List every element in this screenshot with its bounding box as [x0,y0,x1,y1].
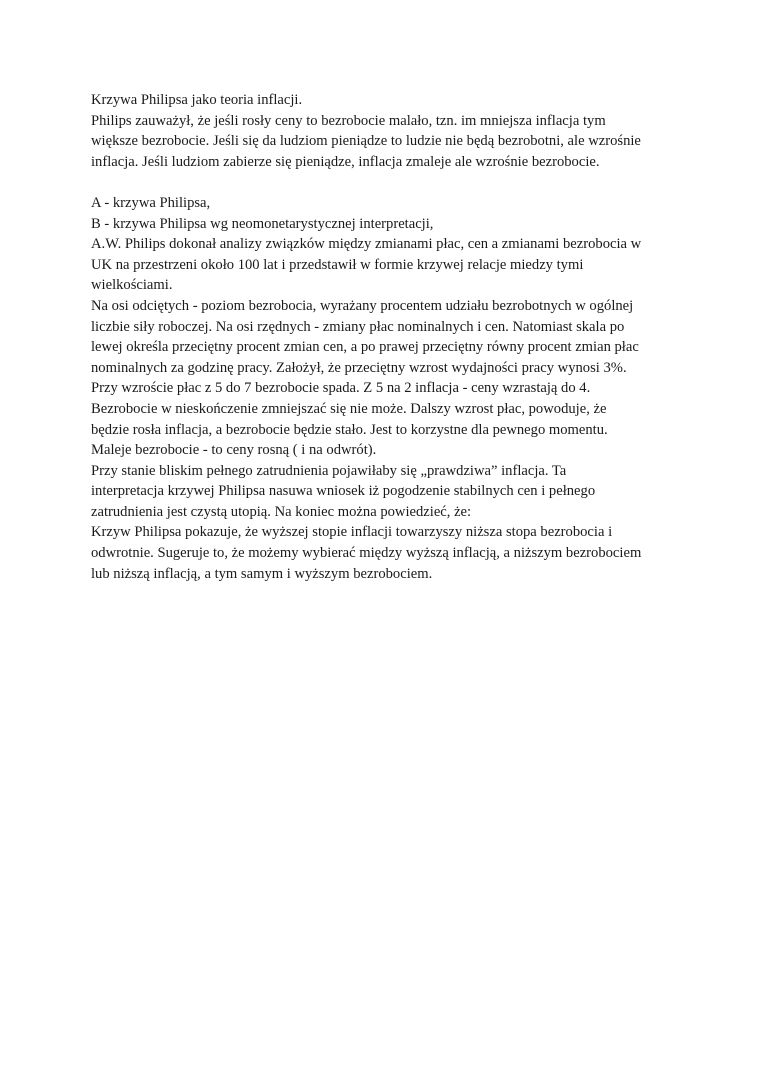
paragraph-line: Krzyw Philipsa pokazuje, że wyższej stopie inflacji towarzyszy niższa stopa bezrobocia i [91,524,613,541]
paragraph-line: odwrotnie. Sugeruje to, że możemy wybierać między wyższą inflacją, a niższym bezrobociem [91,545,642,562]
paragraph-line: lewej określa przeciętny procent zmian cen, a po prawej przeciętny równy procent zmian płac [91,339,639,356]
paragraph-line: będzie rosła inflacja, a bezrobocie będzie stało. Jest to korzystne dla pewnego momentu. [91,421,608,438]
paragraph-line: Na osi odciętych - poziom bezrobocia, wyrażany procentem udziału bezrobotnych w ogólnej [91,297,634,314]
paragraph-line: lub niższą inflacją, a tym samym i wyższym bezrobociem. [91,565,433,582]
document-body [91,90,681,584]
paragraph-line: Maleje bezrobocie - to ceny rosną ( i na odwrót). [91,442,377,459]
paragraph-line: A.W. Philips dokonał analizy związków między zmianami płac, cen a zmianami bezrobocia w [91,236,642,253]
paragraph-line: zatrudnienia jest czystą utopią. Na koniec można powiedzieć, że: [91,503,472,520]
paragraph-line: Przy stanie bliskim pełnego zatrudnienia pojawiłaby się „prawdziwa” inflacja. Ta [91,462,567,479]
paragraph-line: liczbie siły roboczej. Na osi rzędnych - zmiany płac nominalnych i cen. Natomiast skala po [91,318,625,335]
paragraph-line: B - krzywa Philipsa wg neomonetarystycznej interpretacji, [91,215,434,232]
paragraph-line: większe bezrobocie. Jeśli się da ludziom pieniądze to ludzie nie będą bezrobotni, ale wzrośnie [91,133,641,150]
paragraph-line: Przy wzroście płac z 5 do 7 bezrobocie spada. Z 5 na 2 inflacja - ceny wzrastają do 4. [91,380,591,397]
paragraph-line: A - krzywa Philipsa, [91,194,211,211]
document-title: Krzywa Philipsa jako teoria inflacji. [91,92,303,108]
paragraph-line: Philips zauważył, że jeśli rosły ceny to bezrobocie malało, tzn. im mniejsza inflacja tym [91,112,606,129]
paragraph-spacer [91,172,681,193]
paragraph-line: interpretacja krzywej Philipsa nasuwa wniosek iż pogodzenie stabilnych cen i pełnego [91,483,596,500]
paragraph-line: nominalnych za godzinę pracy. Założył, że przeciętny wzrost wydajności pracy wynosi 3%. [91,359,627,376]
paragraph-line: Bezrobocie w nieskończenie zmniejszać się nie może. Dalszy wzrost płac, powoduje, że [91,400,607,417]
paragraph-line: UK na przestrzeni około 100 lat i przedstawił w formie krzywej relacje miedzy tymi [91,256,584,273]
paragraph-line: wielkościami. [91,277,173,294]
paragraph-line: inflacja. Jeśli ludziom zabierze się pieniądze, inflacja zmaleje ale wzrośnie bezrobocie. [91,153,600,170]
